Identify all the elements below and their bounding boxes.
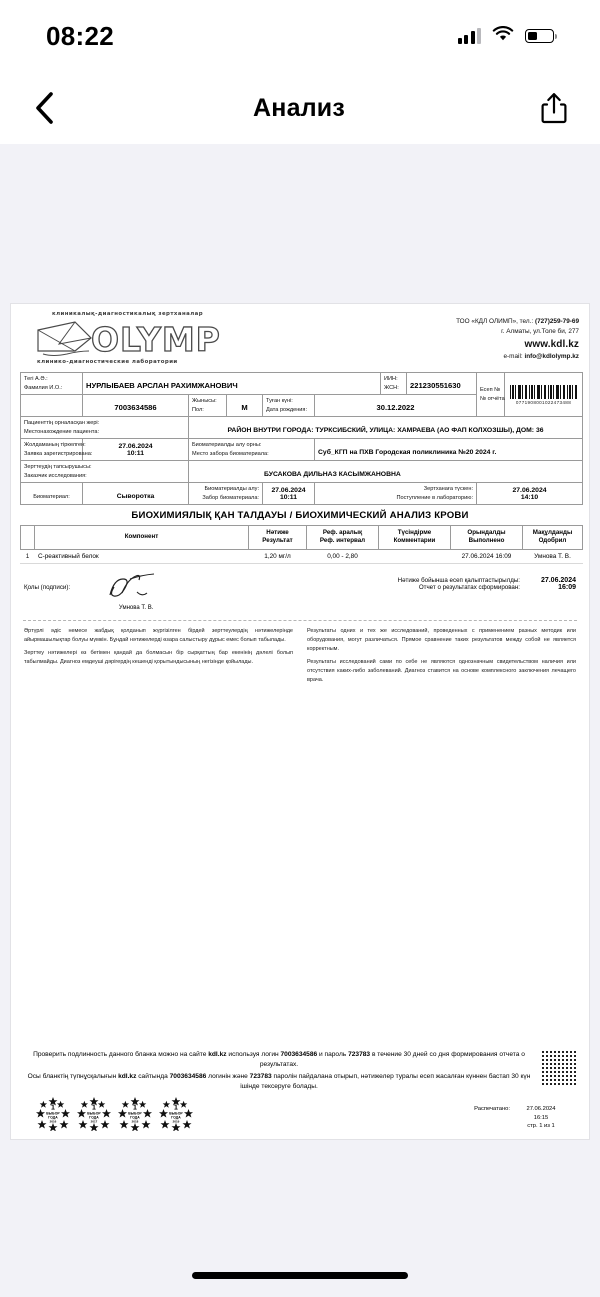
disclaimer-ru-p1: Результаты одних и тех же исследований, проведенных с применением разных методик или оборудования, могут различаться. Прямое сравнение таких результатов между собой не является корректным.	[307, 627, 576, 652]
printed-date: 27.06.2024	[526, 1105, 556, 1112]
table-row	[21, 373, 583, 395]
formed-label-ru: Отчет о результатах сформирован:	[418, 583, 520, 591]
content-area[interactable]	[0, 144, 600, 1297]
printed-label: Распечатано:	[474, 1105, 510, 1112]
biomaterial-value-cell	[83, 483, 189, 505]
location-value-cell	[189, 417, 583, 439]
birth-label-ru: Дата рождения:	[266, 406, 308, 413]
qr-code-icon	[542, 1051, 576, 1085]
row-comment	[379, 549, 451, 563]
award-title: ВЫБОР ГОДА	[169, 1111, 183, 1120]
svg-text:OLYMP: OLYMP	[91, 320, 221, 358]
olymp-logo	[21, 311, 236, 365]
disclaimer-ru	[307, 627, 576, 688]
request-no: 7003634586	[114, 402, 157, 412]
birth-value-cell	[315, 395, 477, 417]
award-year: 2018	[131, 1119, 139, 1124]
birth-date: 30.12.2022	[376, 402, 415, 412]
formed-time: 16:09	[558, 583, 576, 591]
biomaterial-value: Сыворотка	[116, 492, 155, 500]
verify-site-kk: kdl.kz	[118, 1073, 137, 1081]
collection-label-kk: Биоматериалды алу:	[204, 486, 259, 493]
patient-name-cell	[83, 373, 381, 395]
collection-date: 27.06.2024	[271, 486, 306, 494]
collection-place-label-cell	[189, 439, 315, 461]
iin-label-kk: ИИН:	[384, 376, 398, 383]
location-value: РАЙОН ВНУТРИ ГОРОДА: ТУРКСИБСКИЙ, УЛИЦА: ХАМРАЕВА (АО ФАП КОЛХОЗШЫ), ДОМ: 36	[227, 426, 544, 434]
registered-label-kk: Жолдаманың тіркелген:	[24, 442, 86, 449]
table-row	[21, 417, 583, 439]
share-button[interactable]	[532, 86, 576, 130]
barcode-icon	[510, 385, 577, 399]
handwritten-signature-icon	[104, 573, 168, 599]
customer-value-cell	[189, 461, 583, 483]
status-indicators	[458, 26, 555, 47]
signature-section	[20, 564, 580, 611]
table-row	[21, 549, 583, 563]
collection-place-label-ru: Место забора биоматериала:	[192, 450, 269, 457]
verify-pass-ru: 723783	[348, 1051, 371, 1059]
location-label-ru: Местонахождение пациента:	[24, 428, 100, 435]
signature-name: Умнова Т. В.	[118, 604, 154, 611]
customer-label-kk: Зерттеудің тапсырушысы:	[24, 464, 92, 471]
award-title: ВЫБОР ГОДА	[87, 1111, 101, 1120]
logo-tagline-kk: клиникалық-диагностикалық зертханалар	[52, 311, 204, 317]
lab-in-label-cell	[315, 483, 477, 505]
biomaterial-label-cell	[21, 483, 83, 505]
col-result: Нәтиже Результат	[249, 526, 307, 550]
table-row	[21, 439, 583, 461]
lab-phone-line	[456, 317, 579, 327]
registered-label-ru: Заявка зарегистрирована:	[24, 450, 93, 457]
results-table	[20, 525, 583, 564]
disclaimer-kk-p2: Зерттеу нәтижелері өз бетімен қандай да болмасын бір сырқаттың бар екенінің дәлелі болып табылмайды. Диагноз емдеуші дәрігердің кешенді қорытындысының негізінде қойылады.	[24, 649, 293, 665]
row-result: 1,20 мг/л	[249, 549, 307, 563]
formed-date: 27.06.2024	[540, 576, 576, 584]
barcode-cell	[505, 373, 583, 417]
iin-label-ru: ЖСН:	[384, 384, 399, 391]
analysis-title: БИОХИМИЯЛЫҚ ҚАН ТАЛДАУЫ / БИОХИМИЧЕСКИЙ АНАЛИЗ КРОВИ	[131, 510, 469, 521]
verify-text-kk: Осы бланктің түпнұсқалығын kdl.kz сайтында 7003634586 логинін және 723783 паролін пайдалана отырып, нәтижелер туралы есеп жасалған күннен бастап 30 күн ішінде тексеруге болады.	[27, 1073, 531, 1091]
award-year: 2016	[49, 1119, 57, 1124]
nav-bar	[0, 72, 600, 144]
chevron-left-icon	[34, 91, 54, 125]
logo-tagline-ru: клинико-диагностические лаборатории	[37, 359, 178, 365]
disclaimer-section	[20, 627, 580, 688]
letterhead	[20, 311, 580, 372]
registered-date: 27.06.2024	[118, 442, 153, 450]
battery-icon	[525, 29, 554, 43]
award-badge	[36, 1097, 70, 1131]
status-bar	[0, 0, 600, 72]
location-label-cell	[21, 417, 189, 439]
award-rank: 1	[133, 1104, 137, 1112]
print-info	[474, 1105, 576, 1131]
request-no-label-cell	[21, 395, 83, 417]
sex-value-cell	[227, 395, 263, 417]
verify-block	[24, 1050, 576, 1092]
lab-in-time: 14:10	[520, 493, 539, 501]
printed-time: 16:15	[533, 1114, 549, 1121]
patient-name: НУРЛЫБАЕВ АРСЛАН РАХИМЖАНОВИЧ	[86, 380, 238, 390]
lab-email-label: e-mail:	[503, 353, 523, 361]
award-year: 2017	[90, 1119, 98, 1124]
biomaterial-label: Биоматериал:	[33, 493, 70, 500]
results-header-row	[21, 526, 583, 550]
signature-caption: Қолы (подписи):	[24, 583, 71, 591]
col-index	[21, 526, 35, 550]
report-no-label-kk: Есеп №	[480, 387, 501, 394]
patient-name-label-ru: Фамилия И.О.:	[24, 384, 63, 391]
cellular-signal-icon	[458, 28, 482, 44]
award-badge	[77, 1097, 111, 1131]
award-rank: 1	[174, 1104, 178, 1112]
patient-name-label-cell	[21, 373, 83, 395]
divider	[23, 620, 577, 621]
iin-label-cell	[381, 373, 407, 395]
award-badge	[118, 1097, 152, 1131]
back-button[interactable]	[22, 86, 66, 130]
verify-login-kk: 7003634586	[169, 1073, 207, 1081]
customer-label-ru: Заказчик исследования:	[24, 472, 87, 479]
report-no-label-cell	[477, 373, 505, 417]
registered-label-cell	[21, 439, 93, 461]
award-title: ВЫБОР ГОДА	[128, 1111, 142, 1120]
lab-email-line	[456, 352, 579, 362]
barcode-number: 0771908001022473488	[515, 399, 572, 405]
formed-label-kk: Нәтиже бойынша есеп қалыптастырылды:	[397, 576, 520, 584]
page-info: стр. 1 из 1	[527, 1123, 555, 1130]
customer-label-cell	[21, 461, 189, 483]
lab-address: г. Алматы, ул.Толе би, 277	[501, 327, 579, 335]
sex-label-kk: Жынысы:	[192, 398, 217, 405]
award-badges	[24, 1097, 193, 1131]
share-icon	[541, 92, 567, 124]
logo-artwork-icon	[35, 318, 236, 358]
lab-phone: (727)259-79-69	[534, 318, 579, 325]
lab-in-label-ru: Поступление в лабораторию:	[396, 494, 474, 501]
table-row	[21, 461, 583, 483]
award-year: 2019	[172, 1119, 180, 1124]
disclaimer-kk-p1: Әртүрлі әдіс немесе жабдық қолданып жүргізілген бірдей зерттеулердің нәтижелерінде айырмашылықтар болуы мүмкін. Бұндай нәтижелерді өзара салыстыру дұрыс емес болып табылады.	[24, 627, 293, 643]
row-component: С-реактивный белок	[35, 549, 249, 563]
disclaimer-ru-p2: Результаты исследований сами по себе не являются однозначным свидетельством наличия или отсутствия каких-либо заболеваний. Диагноз ставится на основе комплексного заключения лечащего врача.	[307, 658, 576, 683]
row-performed: 27.06.2024 16:09	[451, 549, 523, 563]
collection-place-value-cell	[315, 439, 583, 461]
verify-login-ru: 7003634586	[280, 1051, 318, 1059]
location-label-kk: Пациенттің орналасқан жері:	[24, 420, 100, 427]
iin-value: 221230551630	[410, 380, 461, 390]
lab-contacts	[456, 311, 579, 362]
home-indicator	[192, 1272, 408, 1279]
award-rank: 1	[51, 1104, 55, 1112]
patient-info-table	[20, 372, 583, 505]
award-rank: 1	[92, 1104, 96, 1112]
status-time: 08:22	[46, 20, 114, 51]
row-index: 1	[21, 549, 35, 563]
col-component: Компонент	[35, 526, 249, 550]
registered-datetime-cell	[83, 439, 189, 461]
lab-in-label-kk: Зертханаға түскен:	[423, 486, 474, 493]
sex-label-ru: Пол:	[192, 406, 204, 413]
document-footer	[11, 1050, 589, 1131]
award-badge	[159, 1097, 193, 1131]
verify-pass-kk: 723783	[249, 1073, 272, 1081]
collection-datetime-cell	[263, 483, 315, 505]
lab-in-date: 27.06.2024	[512, 486, 547, 494]
lab-website: www.kdl.kz	[524, 338, 579, 350]
lab-company-label: ТОО «КДЛ ОЛИМП», тел.:	[456, 318, 534, 325]
collection-time: 10:11	[279, 493, 297, 501]
sex-value: М	[241, 402, 248, 412]
lab-report-document	[10, 303, 590, 1140]
lab-in-datetime-cell	[477, 483, 583, 505]
lab-email: info@kdlolymp.kz	[524, 353, 579, 361]
sex-label-cell	[189, 395, 227, 417]
patient-name-label-kk: Тегі А.Ә.:	[24, 376, 48, 383]
row-reference: 0,00 - 2,80	[307, 549, 379, 563]
birth-label-kk: Туған күні:	[266, 398, 293, 405]
verify-site-ru: kdl.kz	[208, 1051, 227, 1059]
customer-value: БУСАКОВА ДИЛЬНАЗ КАСЫМЖАНОВНА	[264, 470, 401, 478]
iin-value-cell	[407, 373, 477, 395]
registered-time: 10:11	[126, 449, 144, 457]
birth-label-cell	[263, 395, 315, 417]
collection-label-ru: Забор биоматериала:	[202, 494, 259, 501]
col-approved: Мақұлданды Одобрил	[523, 526, 583, 550]
disclaimer-kk	[24, 627, 293, 688]
awards-and-print-row	[24, 1097, 576, 1131]
collection-label-cell	[189, 483, 263, 505]
table-row	[21, 483, 583, 505]
report-formed-block	[398, 573, 576, 611]
row-approved: Умнова Т. В.	[523, 549, 583, 563]
page-title: Анализ	[253, 93, 345, 122]
col-reference: Реф. аралық Реф. интервал	[307, 526, 379, 550]
request-no-cell	[83, 395, 189, 417]
collection-place-value: Суб_КГП на ПХВ Городская поликлиника №20 2024 г.	[318, 448, 497, 456]
award-title: ВЫБОР ГОДА	[46, 1111, 60, 1120]
collection-place-label-kk: Биоматериалды алу орны:	[192, 442, 262, 449]
report-no-label-ru: № отчёта	[480, 395, 505, 402]
col-performed: Орындалды Выполнено	[451, 526, 523, 550]
wifi-icon	[492, 26, 514, 47]
col-comment: Түсіндірме Комментарии	[379, 526, 451, 550]
verify-text-ru: Проверить подлинность данного бланка можно на сайте kdl.kz используя логин 7003634586 и пароль 723783 в течение 30 дней со дня формирования отчета о результатах.	[33, 1051, 525, 1069]
